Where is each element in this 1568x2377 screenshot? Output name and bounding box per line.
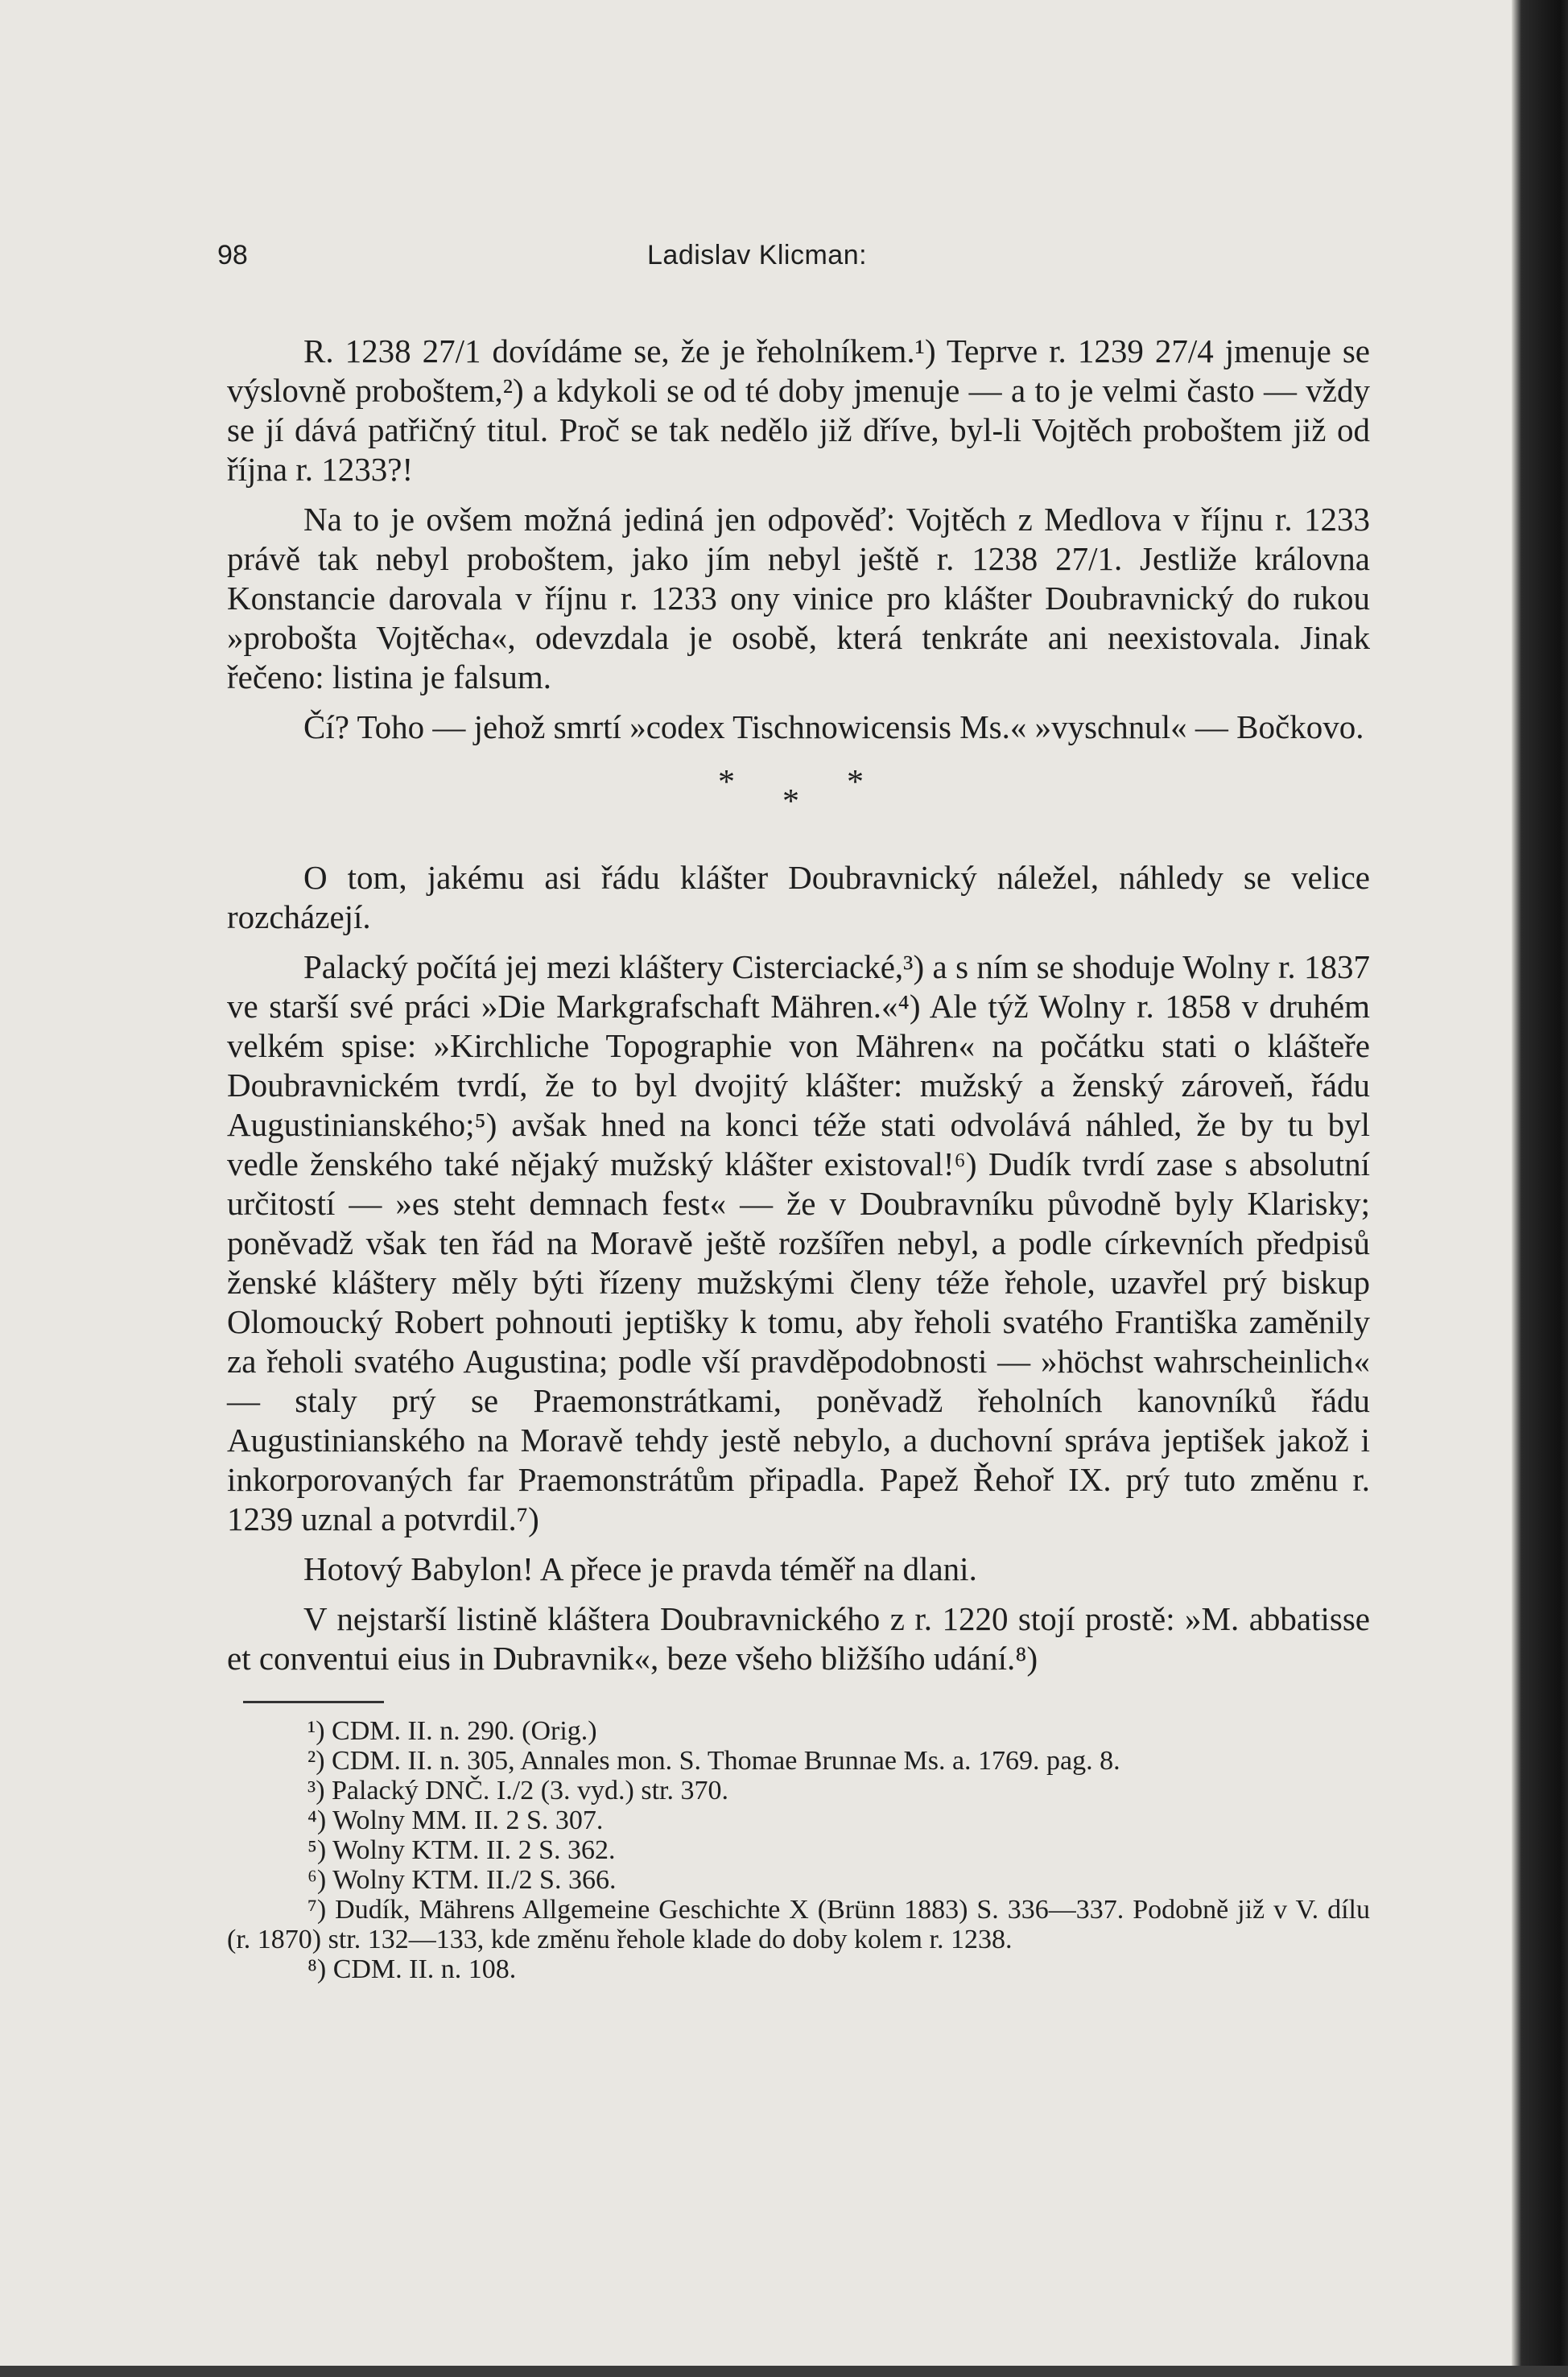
main-text xyxy=(227,332,1370,1678)
paragraph: V nejstarší listině kláštera Doubravnického z r. 1220 stojí prostě: »M. abbatisse et conventui eius in Dubravnik«, beze všeho bližšího udání.⁸) xyxy=(227,1600,1370,1677)
paragraph: O tom, jakému asi řádu klášter Doubravnický náležel, náhledy se velice rozcházejí. xyxy=(227,859,1370,935)
footnote-text: Dudík, Mährens Allgemeine Geschichte X (Brünn 1883) S. 336—337. Podobně již v V. dílu (r. 1870) str. 132—133, kde změnu řehole klade do doby kolem r. 1238. xyxy=(227,1895,1370,1954)
page-number: 98 xyxy=(217,240,248,270)
footnote-text: Wolny KTM. II./2 S. 366. xyxy=(332,1865,617,1895)
footnotes xyxy=(227,1716,1370,1984)
section-divider xyxy=(227,760,1370,840)
footnote-mark: ⁵) xyxy=(307,1835,327,1865)
footnote-mark: ⁶) xyxy=(307,1865,327,1895)
footnote xyxy=(227,1835,1370,1865)
footnote-text: CDM. II. n. 290. (Orig.) xyxy=(332,1716,597,1746)
asterisk: * xyxy=(782,783,799,820)
scan-bottom-edge xyxy=(0,2366,1568,2377)
footnote xyxy=(227,1865,1370,1895)
footnote xyxy=(227,1954,1370,1984)
paragraph: Čí? Toho — jehož smrtí »codex Tischnowicensis Ms.« »vyschnul« — Bočkovo. xyxy=(303,708,1364,745)
footnote-mark: ⁴) xyxy=(307,1805,327,1835)
footnote xyxy=(227,1746,1370,1776)
paragraph: Na to je ovšem možná jediná jen odpověď: Vojtěch z Medlova v říjnu r. 1233 právě tak nebyl proboštem, jako jím nebyl ještě r. 1238 27/1. Jestliže královna Konstancie darovala v říjnu r. 1233 ony vinice pro klášter Doubravnický do rukou »probošta Vojtěcha«, odevzdala je osobě, která tenkráte ani neexistovala. Jinak řečeno: listina je falsum. xyxy=(227,501,1370,695)
scan-edge-shadow xyxy=(1512,0,1568,2377)
footnote xyxy=(227,1716,1370,1746)
footnote-mark: ²) xyxy=(307,1746,325,1776)
footnote-text: Wolny MM. II. 2 S. 307. xyxy=(332,1805,604,1835)
footnote-rule xyxy=(243,1701,384,1703)
footnote-text: Palacký DNČ. I./2 (3. vyd.) str. 370. xyxy=(332,1776,728,1805)
footnote-text: Wolny KTM. II. 2 S. 362. xyxy=(332,1835,616,1865)
footnote-mark: ¹) xyxy=(307,1716,325,1746)
footnote xyxy=(227,1776,1370,1805)
footnote-text: CDM. II. n. 305, Annales mon. S. Thomae Brunnae Ms. a. 1769. pag. 8. xyxy=(332,1746,1120,1776)
footnote xyxy=(227,1805,1370,1835)
paragraph: Palacký počítá jej mezi kláštery Cisterciacké,³) a s ním se shoduje Wolny r. 1837 ve starší své práci »Die Markgrafschaft Mähren.«⁴) Ale týž Wolny r. 1858 v druhém velkém spise: »Kirchliche Topographie von Mähren« na počátku stati o klášteře Doubravnickém tvrdí, že to byl dvojitý klášter: mužský a ženský zároveň, řádu Augustinianského;⁵) avšak hned na konci téže stati odvolává náhled, že by tu byl vedle ženského také nějaký mužský klášter existoval!⁶) Dudík tvrdí zase s absolutní určitostí — »es steht demnach fest« — že v Doubravníku původně byly Klarisky; poněvadž však ten řád na Moravě ještě rozšířen nebyl, a podle církevních předpisů ženské kláštery měly býti řízeny mužskými členy téže řehole, uzavřel prý biskup Olomoucký Robert pohnouti jeptišky k tomu, aby řeholi svatého Františka zaměnily za řeholi svatého Augustina; podle vší pravděpodobnosti — »höchst wahrscheinlich« — staly prý se Praemonstrátkami, poněvadž řeholních kanovníků řádu Augustinianského na Moravě tehdy jestě nebylo, a duchovní správa jeptišek jakož i inkorporovaných far Praemonstrátům připadla. Papež Řehoř IX. prý tuto změnu r. 1239 uznal a potvrdil.⁷) xyxy=(227,948,1370,1537)
page-header xyxy=(217,217,1370,270)
asterisk: * xyxy=(718,764,735,801)
asterisk: * xyxy=(847,764,864,801)
paragraph: Hotový Babylon! A přece je pravda téměř na dlani. xyxy=(303,1550,977,1587)
paragraph: R. 1238 27/1 dovídáme se, že je řeholníkem.¹) Teprve r. 1239 27/4 jmenuje se výslovně proboštem,²) a kdykoli se od té doby jmenuje — a to je velmi často — vždy se jí dává patřičný titul. Proč se tak nedělo již dříve, byl-li Vojtěch proboštem již od října r. 1233?! xyxy=(227,332,1370,488)
footnote-mark: ⁷) xyxy=(307,1895,327,1925)
footnote xyxy=(227,1895,1370,1954)
running-head: Ladislav Klicman: xyxy=(647,240,868,270)
page xyxy=(217,217,1370,1984)
footnote-mark: ³) xyxy=(307,1776,325,1805)
footnote-mark: ⁸) xyxy=(307,1954,327,1984)
footnote-text: CDM. II. n. 108. xyxy=(332,1954,517,1984)
